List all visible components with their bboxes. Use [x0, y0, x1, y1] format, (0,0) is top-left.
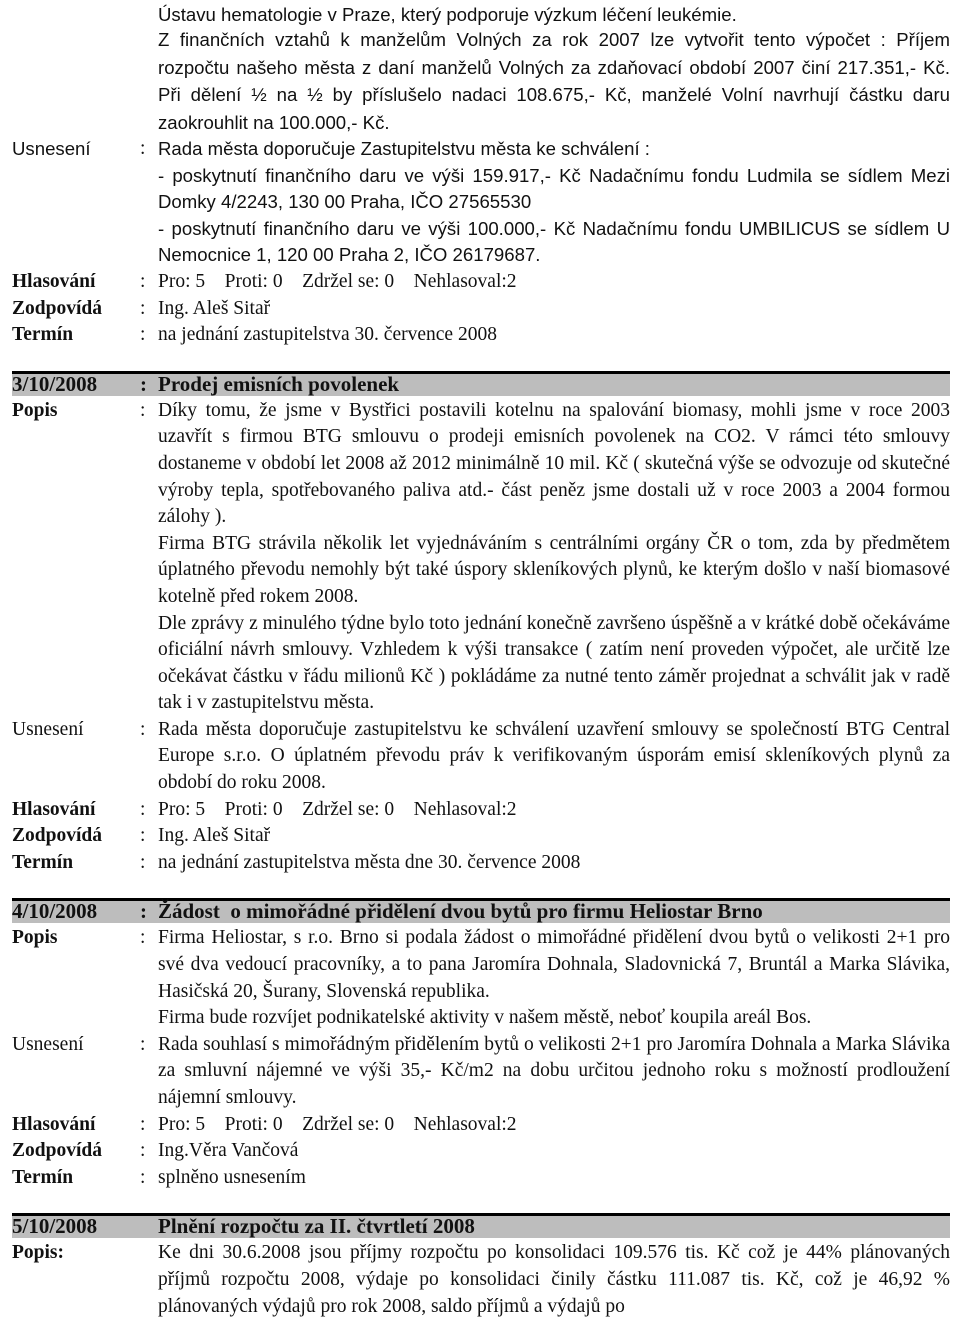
usneseni-label: Usnesení: [12, 1033, 84, 1055]
popis-paragraph: Firma bude rozvíjet podnikatelské aktivity v našem městě, neboť koupila areál Bos.: [158, 1007, 812, 1029]
intro-zodpovida-row: [12, 296, 950, 323]
section-number: 4/10/2008: [12, 899, 98, 924]
hlasovani-label: Hlasování: [12, 270, 96, 292]
popis-text: [158, 398, 950, 717]
s3-usneseni-row: [12, 717, 950, 797]
popis-paragraph: Dle zprávy z minulého týdne bylo toto jednání konečně završeno úspěšně a v krátké době očekáváme oficiální návrh smlouvy. Vzhledem k výši transakce ( zatím není proveden výpočet, ale určitě lze očekávat částku v řádu milionů Kč ) pokládáme za nutné tento záměr projednat a schválit jak v radě tak i v zastupitelstvu města.: [158, 612, 950, 714]
colon: :: [140, 270, 146, 292]
termin-label: Termín: [12, 1166, 74, 1188]
colon: :: [140, 1033, 146, 1055]
s4-usneseni-row: [12, 1032, 950, 1112]
hlasovani-text: Pro: 5 Proti: 0 Zdržel se: 0 Nehlasoval:2: [158, 798, 517, 820]
colon: :: [140, 899, 147, 924]
intro-hlasovani-row: [12, 269, 950, 296]
termin-text: na jednání zastupitelstva města dne 30. července 2008: [158, 851, 581, 873]
document-page: [12, 0, 950, 1320]
s5-popis-row: [12, 1240, 950, 1320]
popis-paragraph: Firma Heliostar, s r.o. Brno si podala žádost o mimořádné přidělení dvou bytů o velikosti 2+1 pro své dva vedoucí pracovníky, a to pana Jaromíra Dohnala, Sladovnická 7, Bruntál a Marka Slávika, Hasičská 20, Šurany, Slovenská republika.: [158, 927, 950, 1002]
zodpovida-label: Zodpovídá: [12, 297, 102, 319]
hlasovani-text: Pro: 5 Proti: 0 Zdržel se: 0 Nehlasoval:2: [158, 270, 517, 292]
popis-paragraph: Firma BTG strávila několik let vyjednáváním s centrálními orgány ČR o tom, zda by předmětem úplatného převodu nemohly být také úspory skleníkových plynů, ke kterým došlo v naší biomasové kotelně před rokem 2008.: [158, 532, 950, 607]
section-number: 5/10/2008: [12, 1214, 98, 1239]
termin-label: Termín: [12, 324, 74, 346]
usneseni-lead: Rada města doporučuje Zastupitelstvu města ke schválení :: [158, 138, 650, 159]
s3-zodpovida-row: [12, 823, 950, 850]
colon: :: [140, 1166, 146, 1188]
colon: :: [140, 927, 146, 949]
hlasovani-text: Pro: 5 Proti: 0 Zdržel se: 0 Nehlasoval:2: [158, 1113, 517, 1135]
colon: :: [140, 851, 146, 873]
popis-label: Popis: [12, 399, 58, 421]
popis-paragraph: Díky tomu, že jsme v Bystřici postavili kotelnu na spalování biomasy, mohli jsme v roce 2003 uzavřít s firmou BTG smlouvu o prodeji emisních povolenek na CO2. V rámci této smlouvy dostaneme v období let 2008 až 2012 minimálně 10 mil. Kč ( skutečná výše se odvozuje od skutečné výroby tepla, spotřebovaného paliva atd.- část peněz jsme dostali už v roce 2003 a 2004 formou zálohy ).: [158, 399, 950, 528]
intro-termin-row: [12, 322, 950, 349]
section-title: Prodej emisních povolenek: [158, 371, 400, 396]
zodpovida-text: Ing. Aleš Sitař: [158, 825, 271, 847]
usneseni-text: [158, 136, 950, 269]
colon: :: [140, 718, 146, 740]
s3-termin-row: [12, 850, 950, 877]
usneseni-item: - poskytnutí finančního daru ve výši 100.000,- Kč Nadačnímu fondu UMBILICUS se sídlem U Nemocnice 1, 120 00 Praha 2, IČO 26179687.: [158, 217, 950, 266]
colon: :: [140, 825, 146, 847]
termin-text: na jednání zastupitelstva 30. července 2008: [158, 324, 497, 346]
zodpovida-label: Zodpovídá: [12, 1140, 102, 1162]
hlasovani-label: Hlasování: [12, 798, 96, 820]
section-title: Žádost o mimořádné přidělení dvou bytů pro firmu Heliostar Brno: [158, 899, 763, 924]
zodpovida-label: Zodpovídá: [12, 825, 102, 847]
section-number: 3/10/2008: [12, 371, 98, 396]
intro-line-1: Ústavu hematologie v Praze, který podporuje výzkum léčení leukémie.: [158, 4, 737, 25]
s4-zodpovida-row: [12, 1138, 950, 1165]
usneseni-text: Rada města doporučuje zastupitelstvu ke schválení uzavření smlouvy se společností BTG Central Europe s.r.o. O úplatném převodu práv k verifikovaným úsporám emisí skleníkových plynů za období do roku 2008.: [158, 718, 950, 794]
popis-label: Popis: [12, 927, 58, 949]
section-header-5: [12, 1213, 950, 1240]
termin-label: Termín: [12, 851, 74, 873]
colon: :: [140, 297, 146, 319]
zodpovida-text: Ing.Věra Vančová: [158, 1140, 299, 1162]
s4-termin-row: [12, 1165, 950, 1192]
colon: :: [140, 798, 146, 820]
zodpovida-text: Ing. Aleš Sitař: [158, 297, 271, 319]
colon: :: [140, 1113, 146, 1135]
popis-label: Popis:: [12, 1242, 65, 1264]
usneseni-text: Rada souhlasí s mimořádným přidělením bytů o velikosti 2+1 pro Jaromíra Dohnala a Marka Slávika za smluvní nájemné ve výši 35,- Kč/m2 na dobu určitou jednoho roku s možností prodloužení nájemní smlouvy.: [158, 1033, 950, 1108]
colon: :: [140, 399, 146, 421]
usneseni-item: - poskytnutí finančního daru ve výši 159.917,- Kč Nadačnímu fondu Ludmila se sídlem Mezi Domky 4/2243, 130 00 Praha, IČO 27565530: [158, 164, 950, 213]
popis-text: [158, 925, 950, 1031]
section-title: Plnění rozpočtu za II. čtvrtletí 2008: [158, 1214, 475, 1239]
section-header-3: [12, 371, 950, 398]
colon: :: [140, 1140, 146, 1162]
section-header-4: [12, 898, 950, 925]
s3-hlasovani-row: [12, 797, 950, 824]
s3-popis-row: [12, 398, 950, 717]
colon: :: [140, 371, 147, 396]
s4-hlasovani-row: [12, 1112, 950, 1139]
termin-text: splněno usnesením: [158, 1166, 306, 1188]
usneseni-label: Usnesení: [12, 138, 91, 159]
intro-paragraph: Z finančních vztahů k manželům Volných za rok 2007 lze vytvořit tento výpočet : Příjem rozpočtu našeho města z daní manželů Volných za zdaňovací období 2007 činí 217.351,- Kč. Při dělení ½ na ½ by příslušelo nadaci 108.675,- Kč, manželé Volní navrhují částku daru zaokrouhlit na 100.000,- Kč.: [158, 29, 950, 133]
colon: :: [140, 138, 146, 159]
hlasovani-label: Hlasování: [12, 1113, 96, 1135]
colon: :: [140, 324, 146, 346]
intro-usneseni-row: [12, 136, 950, 269]
popis-text: Ke dni 30.6.2008 jsou příjmy rozpočtu po konsolidaci 109.576 tis. Kč což je 44% plánovaných příjmů rozpočtu 2008, výdaje po konsolidaci činily částku 111.087 tis. Kč, což je 46,92 % plánovaných výdajů pro rok 2008, saldo příjmů a výdajů po: [158, 1242, 950, 1317]
usneseni-label: Usnesení: [12, 718, 84, 740]
s4-popis-row: [12, 925, 950, 1031]
